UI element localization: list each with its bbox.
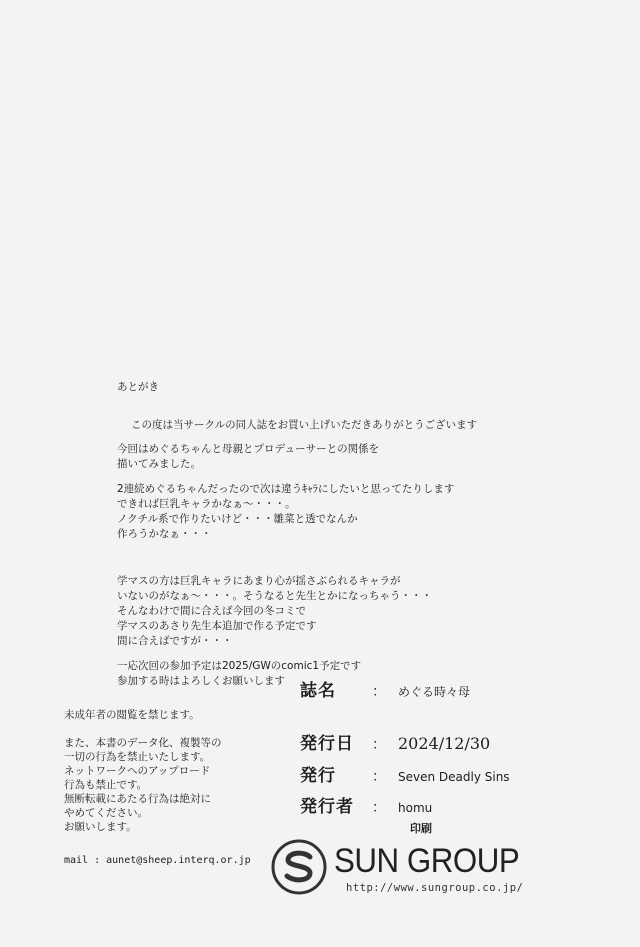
colon: ： <box>372 737 386 753</box>
title-label: 誌名 <box>300 681 336 701</box>
notice-block <box>64 708 264 868</box>
date-value: 2024/12/30 <box>398 734 491 753</box>
colophon-row-date <box>300 729 490 754</box>
afterword-paragraph: 2連続めぐるちゃんだったので次は違うｷｬﾗにしたいと思ってたりします できれば巨乳キャラかなぁ～・・・。 ノクチル系で作りたいけど・・・雛菜と透でなんか 作ろうかなぁ・・・ <box>117 483 455 540</box>
title-value: めぐる時々母 <box>398 685 471 699</box>
colon: ： <box>372 800 386 816</box>
colophon-row-author <box>300 792 432 817</box>
afterword-paragraph: 学マスの方は巨乳キャラにあまり心が揺さぶられるキャラが いないのがなぁ～・・・。そうなると先生とかになっちゃう・・・ そんなわけで間に合えば今回の冬コミで 学マスのあさり先生本追加で作る予定です 間に合えばですが・・・ <box>117 575 432 647</box>
contact-mail: mail : aunet@sheep.interq.or.jp <box>64 855 251 866</box>
publisher-label: 発行 <box>300 766 336 786</box>
author-value: homu <box>398 801 433 815</box>
copyright-notice: また、本書のデータ化、複製等の 一切の行為を禁止いたします。 ネットワークへのアップロード 行為も禁止です。 無断転載にあたる行為は絶対に やめてください。 お願いします。 <box>64 737 222 833</box>
afterword-title: あとがき <box>117 381 159 393</box>
age-warning: 未成年者の閲覧を禁じます。 <box>64 709 200 721</box>
colon: ： <box>372 769 386 785</box>
sun-group-emblem-icon <box>270 838 328 896</box>
colophon-row-publisher <box>300 761 510 786</box>
printer-logo <box>268 838 568 898</box>
afterword-paragraph: 今回はめぐるちゃんと母親とプロデューサーとの関係を 描いてみました。 <box>117 443 380 470</box>
colophon-row-title <box>300 676 470 701</box>
author-label: 発行者 <box>300 797 354 817</box>
afterword-paragraph: この度は当サークルの同人誌をお買い上げいただきありがとうございます <box>131 419 478 431</box>
date-label: 発行日 <box>300 734 354 754</box>
printer-url: http://www.sungroup.co.jp/ <box>346 882 524 894</box>
printer-name: SUN GROUP <box>334 842 520 880</box>
afterword-paragraph: 一応次回の参加予定は2025/GWのcomic1予定です 参加する時はよろしくお願いします <box>117 660 362 687</box>
colon: ： <box>372 684 386 700</box>
publisher-value: Seven Deadly Sins <box>398 770 510 784</box>
afterword-section <box>117 380 517 689</box>
printing-label: 印刷 <box>410 822 432 835</box>
